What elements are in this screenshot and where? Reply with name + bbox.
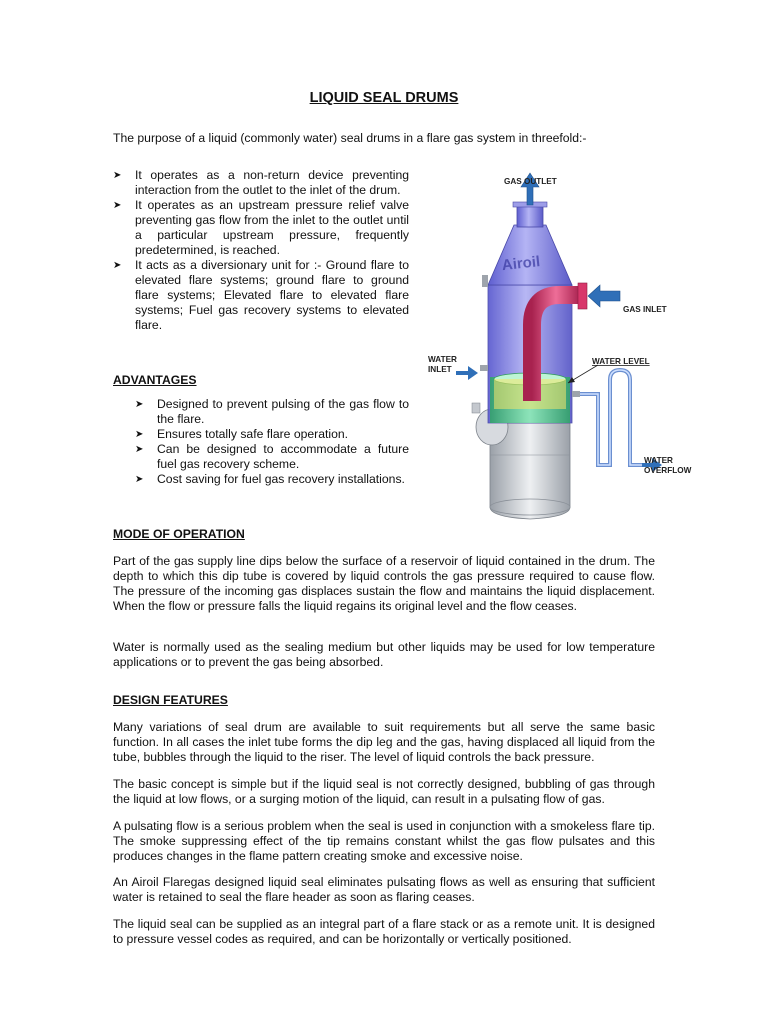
list-item: ➤ Designed to prevent pulsing of the gas flow to the flare.	[135, 397, 409, 426]
water-inlet-label-line1: WATER	[428, 355, 457, 364]
mode-paragraph-2: Water is normally used as the sealing medium but other liquids may be used for low temperature applications or to prevent the gas being absorbed.	[113, 640, 655, 669]
list-item: ➤ It operates as a non-return device preventing interaction from the outlet to the inlet of the drum.	[113, 168, 409, 197]
inlet-flange	[578, 283, 587, 309]
gas-inlet-label: GAS INLET	[623, 305, 667, 314]
arrow-bullet-icon: ➤	[135, 474, 144, 485]
gas-outlet-label: GAS OUTLET	[504, 177, 557, 186]
mode-heading: MODE OF OPERATION	[113, 527, 245, 541]
design-paragraph-1: Many variations of seal drum are available to suit requirements but all serve the same basic function. In all cases the inlet tube forms the dip leg and the gas, having displaced all liquid from the tube, bubbles through the liquid to the riser. The level of liquid controls the back pressure.	[113, 720, 655, 764]
arrow-bullet-icon: ➤	[135, 399, 144, 410]
design-paragraph-2: The basic concept is simple but if the liquid seal is not correctly designed, bubbling of gas through the liquid at low flows, or a surging motion of the liquid, can result in a pulsating flow of gas.	[113, 777, 655, 806]
overflow-nozzle	[572, 391, 580, 397]
design-paragraph-3: A pulsating flow is a serious problem when the seal is used in conjunction with a smokeless flare tip. The smoke suppressing effect of the tip remains constant whilst the gas flow pulsates and this produces changes in the flame pattern creating smoke and excessive noise.	[113, 819, 655, 863]
water-overflow-label-line1: WATER	[644, 456, 673, 465]
arrow-bullet-icon: ➤	[135, 429, 144, 440]
water-inlet-arrow-icon	[456, 366, 478, 380]
list-item: ➤ Cost saving for fuel gas recovery installations.	[135, 472, 405, 486]
arrow-bullet-icon: ➤	[113, 170, 122, 181]
mode-paragraph-1: Part of the gas supply line dips below the surface of a reservoir of liquid contained in the drum. The depth to which this dip tube is covered by liquid controls the gas pressure required to cause flow. The pressure of the incoming gas displaces sustain the flow and maintains the liquid displacement. When the flow or pressure falls the liquid regains its original level and the flow ceases.	[113, 554, 655, 613]
vessel-neck	[517, 205, 543, 227]
design-paragraph-5: The liquid seal can be supplied as an integral part of a flare stack or as a remote unit. It is designed to pressure vessel codes as required, and can be horizontally or vertically positioned.	[113, 917, 655, 946]
arrow-bullet-icon: ➤	[135, 444, 144, 455]
list-item: ➤ Can be designed to accommodate a future fuel gas recovery scheme.	[135, 442, 409, 471]
overflow-loop-pipe	[580, 370, 642, 465]
water-overflow-label-line2: OVERFLOW	[644, 466, 692, 475]
document-title: LIQUID SEAL DRUMS	[309, 90, 459, 106]
arrow-bullet-icon: ➤	[113, 260, 122, 271]
side-nozzle	[482, 275, 488, 287]
intro-paragraph: The purpose of a liquid (commonly water) seal drums in a flare gas system in threefold:-	[113, 131, 587, 145]
brand-logo-text: Airoil	[501, 253, 541, 275]
manway-hinge	[472, 403, 480, 413]
list-item: ➤ It operates as an upstream pressure relief valve preventing gas flow from the inlet to the outlet until a particular upstream pressure, frequently predetermined, is reached.	[113, 198, 409, 257]
water-inlet-nozzle	[480, 365, 488, 371]
advantages-heading: ADVANTAGES	[113, 373, 197, 387]
list-item: ➤ It acts as a diversionary unit for :- Ground flare to elevated flare systems; ground flare to ground flare systems; Elevated flare to elevated flare systems; Fuel gas recovery systems to elevated flare.	[113, 258, 409, 332]
water-level-label: WATER LEVEL	[592, 357, 650, 366]
list-item: ➤ Ensures totally safe flare operation.	[135, 427, 349, 441]
design-paragraph-4: An Airoil Flaregas designed liquid seal eliminates pulsating flows as well as ensuring that sufficient water is retained to seal the flare header as soon as flaring ceases.	[113, 875, 655, 904]
arrow-bullet-icon: ➤	[113, 200, 122, 211]
water-inlet-label-line2: INLET	[428, 365, 452, 374]
advantages-list	[135, 397, 409, 487]
gas-inlet-arrow-icon	[588, 285, 620, 307]
liquid-seal-drum-diagram	[410, 165, 710, 530]
design-heading: DESIGN FEATURES	[113, 693, 228, 707]
purpose-list	[113, 168, 409, 333]
